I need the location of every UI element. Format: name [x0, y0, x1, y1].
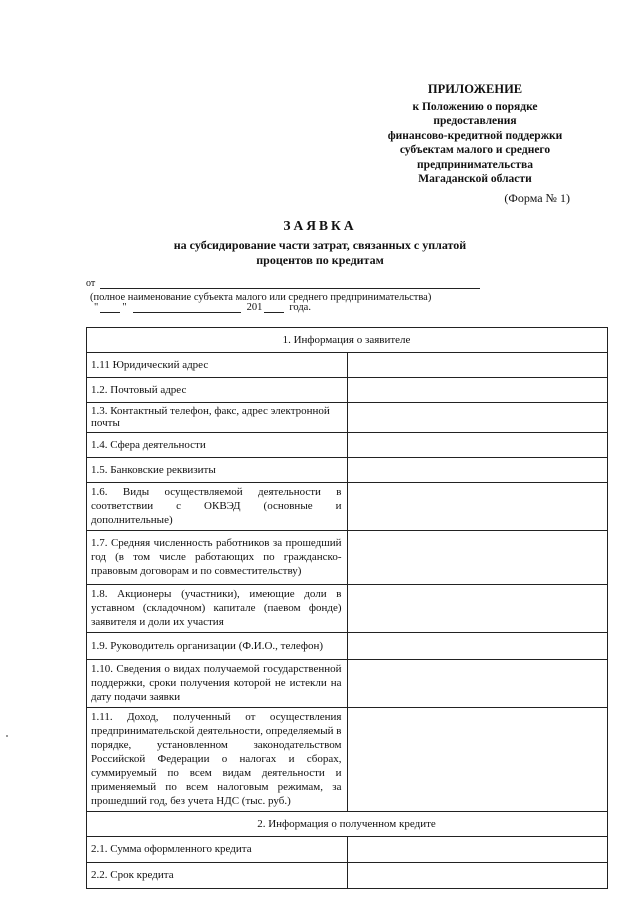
table-row [87, 633, 608, 660]
form-number: (Форма № 1) [504, 191, 570, 205]
table-row [87, 483, 608, 531]
row-label: 1.6. Виды осуществляемой деятельности в соответствии с ОКВЭД (основные и дополнительные) [87, 483, 348, 531]
table-row [87, 433, 608, 458]
row-label: 2.2. Срок кредита [87, 863, 348, 889]
appendix-line: Магаданской области [418, 173, 532, 185]
appendix-line: к Положению о порядке [412, 100, 538, 113]
document-subtitle-line2: процентов по кредитам [256, 253, 384, 267]
document-subtitle-line1: на субсидирование части затрат, связанных с уплатой [173, 238, 467, 252]
year-suffix: года. [289, 302, 311, 313]
table-row [87, 708, 608, 812]
appendix-title: ПРИЛОЖЕНИЕ [427, 82, 523, 96]
row-label: 1.3. Контактный телефон, факс, адрес электронной почты [87, 403, 348, 433]
appendix-line: субъектам малого и среднего [399, 144, 551, 156]
row-label: 2.1. Сумма оформленного кредита [87, 837, 348, 863]
row-value-cell[interactable] [347, 433, 608, 458]
appendix-line: предпринимательства [417, 158, 533, 171]
appendix-line: финансово-кредитной поддержки [387, 129, 563, 142]
from-label: от [86, 278, 96, 289]
table-row [87, 531, 608, 585]
section-header-1: 1. Информация о заявителе [87, 328, 608, 353]
document-title: ЗАЯВКА [283, 218, 357, 233]
table-row [87, 378, 608, 403]
row-label: 1.2. Почтовый адрес [87, 378, 348, 403]
year-blank[interactable] [264, 302, 284, 313]
row-value-cell[interactable] [347, 531, 608, 585]
row-label: 1.5. Банковские реквизиты [87, 458, 348, 483]
row-label: 1.8. Акционеры (участники), имеющие доли в уставном (складочном) капитале (паевом фонде) заявителя и доли их участия [87, 585, 348, 633]
applicant-name-hint: (полное наименование субъекта малого или среднего предпринимательства) [90, 292, 432, 303]
date-quote-close: " [122, 302, 127, 313]
row-value-cell[interactable] [347, 837, 608, 863]
document-header [140, 218, 500, 268]
year-prefix: 201 [246, 302, 263, 313]
day-blank[interactable] [100, 302, 120, 313]
row-value-cell[interactable] [347, 660, 608, 708]
row-label: 1.9. Руководитель организации (Ф.И.О., телефон) [87, 633, 348, 660]
row-label: 1.10. Сведения о видах получаемой государственной поддержки, сроки получения которой не истекли на дату подачи заявки [87, 660, 348, 708]
appendix-line: предоставления [433, 115, 517, 127]
section-row [87, 328, 608, 353]
row-value-cell[interactable] [347, 353, 608, 378]
row-label: 1.11 Юридический адрес [87, 353, 348, 378]
table-row [87, 585, 608, 633]
application-table [86, 327, 608, 889]
row-label: 1.7. Средняя численность работников за прошедший год (в том числе работающих по гражданско-правовым договорам и по совместительству) [87, 531, 348, 585]
table-row [87, 837, 608, 863]
table-row [87, 403, 608, 433]
row-value-cell[interactable] [347, 378, 608, 403]
applicant-name-underline [100, 288, 480, 289]
section-header-2: 2. Информация о полученном кредите [87, 812, 608, 837]
scan-speck [6, 735, 8, 737]
row-label: 1.11. Доход, полученный от осуществления предпринимательской деятельности, определяемый в порядке, установленном законодательством Российской Федерации о налогах и сборах, суммируемый по всем видам деятельности и применяемый по всем налоговым режимам, за прошедший год, без учета НДС (тыс. руб.) [87, 708, 348, 812]
row-value-cell[interactable] [347, 633, 608, 660]
row-value-cell[interactable] [347, 863, 608, 889]
month-blank[interactable] [133, 302, 241, 313]
section-row [87, 812, 608, 837]
row-value-cell[interactable] [347, 403, 608, 433]
table-row [87, 458, 608, 483]
row-label: 1.4. Сфера деятельности [87, 433, 348, 458]
table-row [87, 353, 608, 378]
table-row [87, 660, 608, 708]
row-value-cell[interactable] [347, 483, 608, 531]
table-row [87, 863, 608, 889]
date-quote-open: " [94, 302, 99, 313]
applicant-name-field[interactable] [86, 278, 480, 292]
date-line [94, 302, 311, 313]
appendix-block [380, 82, 570, 187]
row-value-cell[interactable] [347, 458, 608, 483]
row-value-cell[interactable] [347, 708, 608, 812]
row-value-cell[interactable] [347, 585, 608, 633]
